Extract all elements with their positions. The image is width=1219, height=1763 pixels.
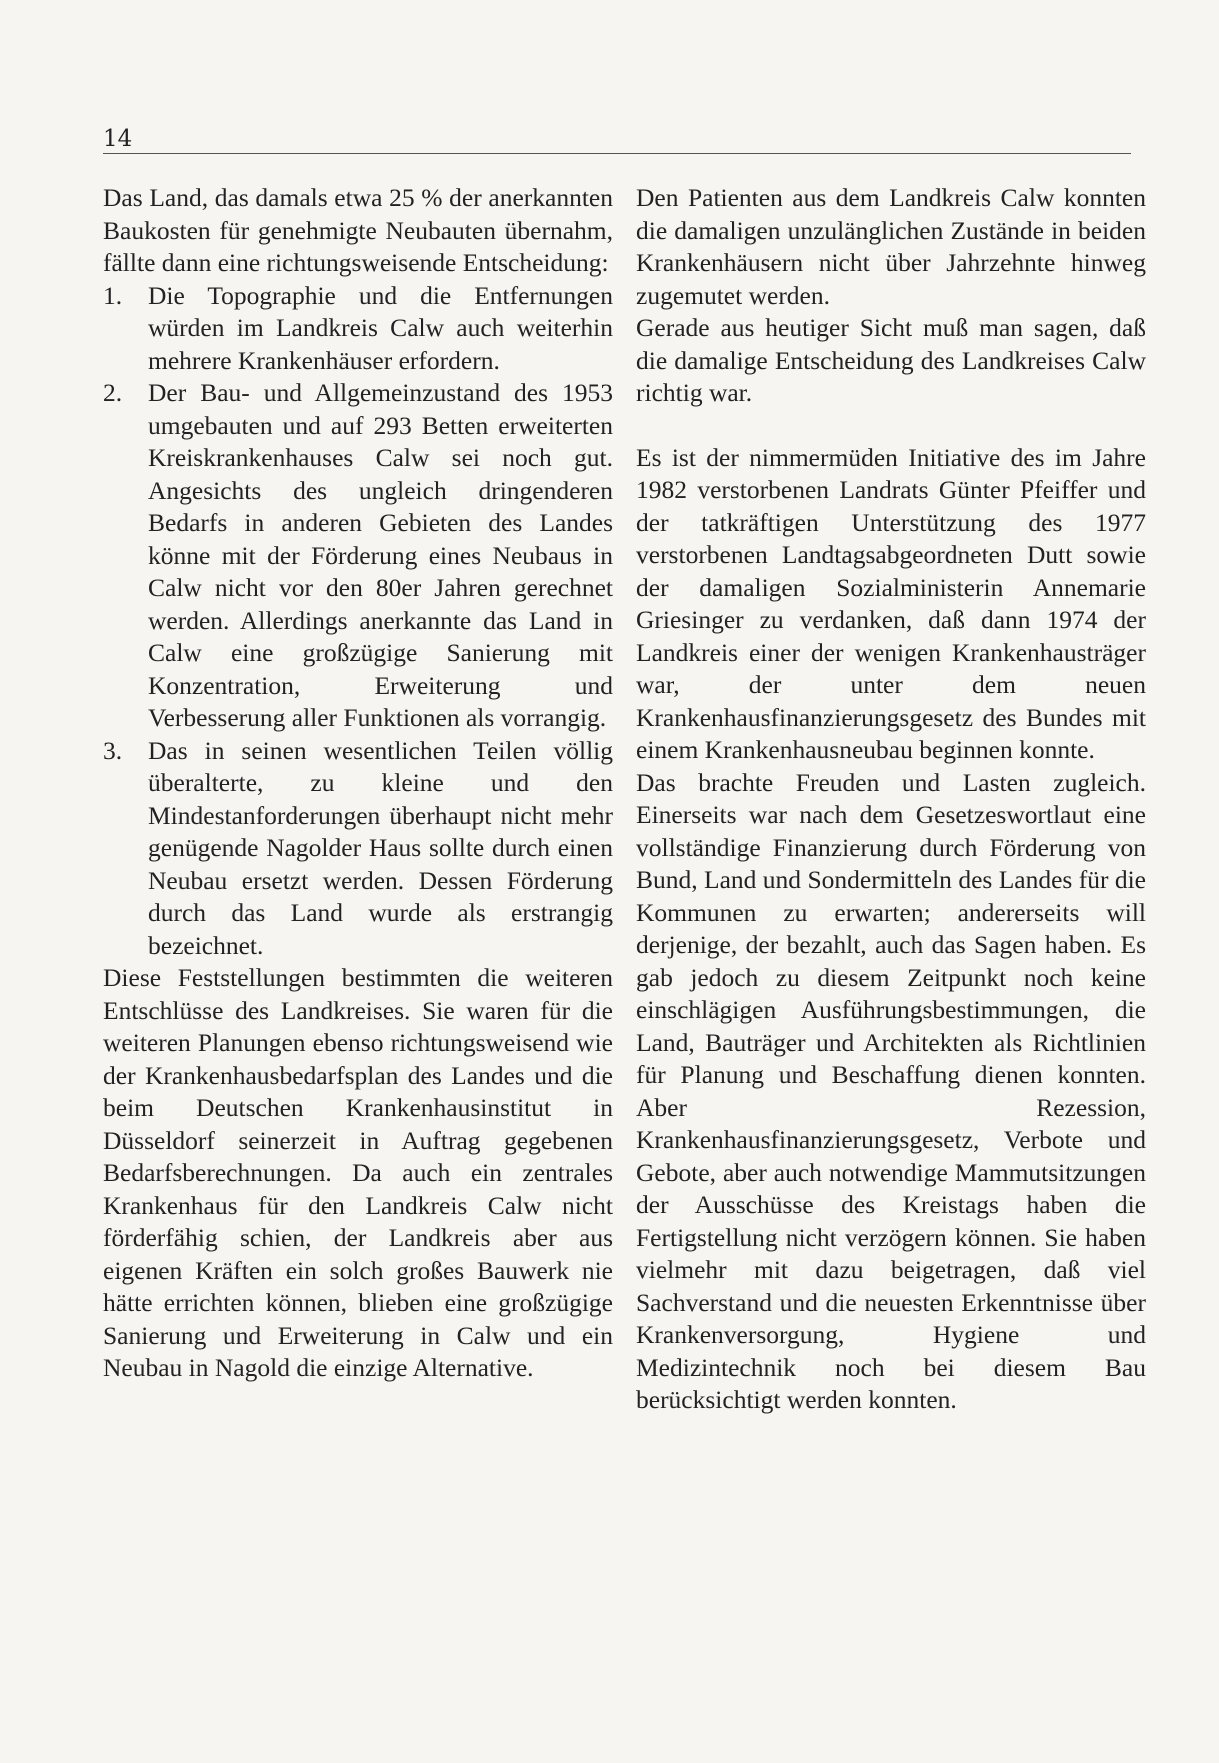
right-column xyxy=(636,182,1146,1417)
decision-list xyxy=(103,280,613,963)
paragraph: Den Patienten aus dem Landkreis Calw konnten die damaligen unzulänglichen Zustände in beiden Krankenhäusern nicht über Jahrzehnte hinweg zugemutet werden. xyxy=(636,183,1146,310)
paragraph: Gerade aus heutiger Sicht muß man sagen, daß die damalige Entscheidung des Landkreises Calw richtig war. xyxy=(636,313,1146,407)
left-column xyxy=(103,182,613,1385)
list-item xyxy=(103,280,613,378)
page-number: 14 xyxy=(103,126,133,152)
closing-paragraph: Diese Feststellungen bestimmten die weiteren Entschlüsse des Landkreises. Sie waren für die weiteren Planungen ebenso richtungsweisend wie der Krankenhausbedarfsplan des Landes und die beim Deutschen Krankenhausinstitut in Düsseldorf seinerzeit in Auftrag gegebenen Bedarfsberechnungen. Da auch ein zentrales Krankenhaus für den Landkreis Calw nicht förderfähig schien, der Landkreis aber aus eigenen Kräften ein solch großes Bauwerk nie hätte errichten können, blieben eine großzügige Sanierung und Erweiterung in Calw und ein Neubau in Nagold die einzige Alternative. xyxy=(103,963,613,1382)
list-item-number: 2. xyxy=(103,378,123,407)
intro-paragraph: Das Land, das damals etwa 25 % der anerkannten Baukosten für genehmigte Neubauten übernahm, fällte dann eine richtungsweisende Entscheidung: xyxy=(103,183,613,277)
list-item xyxy=(103,377,613,735)
list-item-text: Der Bau- und Allgemeinzustand des 1953 umgebauten und auf 293 Betten erweiterten Kreiskrankenhauses Calw sei noch gut. Angesichts des ungleich dringenderen Bedarfs in anderen Gebieten des Landes könne mit der Förderung eines Neubaus in Calw nicht vor den 80er Jahren gerechnet werden. Allerdings anerkannte das Land in Calw eine großzügige Sanierung mit Konzentration, Erweiterung und Verbesserung aller Funktionen als vorrangig. xyxy=(148,378,613,732)
paragraph: Es ist der nimmermüden Initiative des im Jahre 1982 verstorbenen Landrats Günter Pfeiffer und der tatkräftigen Unterstützung des 1977 verstorbenen Landtagsabgeordneten Dutt sowie der damaligen Sozialministerin Annemarie Griesinger zu verdanken, daß dann 1974 der Landkreis einer der wenigen Krankenhausträger war, der unter dem neuen Krankenhausfinanzierungsgesetz des Bundes mit einem Krankenhausneubau beginnen konnte. xyxy=(636,442,1146,764)
paragraph-gap xyxy=(636,410,1146,442)
list-item-number: 3. xyxy=(103,735,123,765)
header-rule xyxy=(103,153,1131,154)
list-item-number: 1. xyxy=(103,280,123,310)
paragraph: Das brachte Freuden und Lasten zugleich. Einerseits war nach dem Gesetzeswortlaut eine vollständige Finanzierung durch Förderung von Bund, Land und Sondermitteln des Landes für die Kommunen zu erwarten; andererseits will derjenige, der bezahlt, auch das Sagen haben. Es gab jedoch zu diesem Zeitpunkt noch keine einschlägigen Ausführungsbestimmungen, die Land, Bauträger und Architekten als Richtlinien für Planung und Beschaffung dienen konnten. Aber Rezession, Krankenhausfinanzierungsgesetz, Verbote und Gebote, aber auch notwendige Mammutsitzungen der Ausschüsse des Kreistags haben die Fertigstellung nicht verzögern können. Sie haben vielmehr mit dazu beigetragen, daß viel Sachverstand und die neuesten Erkenntnisse über Krankenversorgung, Hygiene und Medizintechnik noch bei diesem Bau berücksichtigt werden konnten. xyxy=(636,767,1146,1414)
list-item-text: Das in seinen wesentlichen Teilen völlig überalterte, zu kleine und den Mindestanforderungen überhaupt nicht mehr genügende Nagolder Haus sollte durch einen Neubau ersetzt werden. Dessen Förderung durch das Land wurde als erstrangig bezeichnet. xyxy=(148,735,613,960)
list-item xyxy=(103,735,613,963)
list-item-text: Die Topographie und die Entfernungen würden im Landkreis Calw auch weiterhin mehrere Krankenhäuser erfordern. xyxy=(148,280,613,375)
